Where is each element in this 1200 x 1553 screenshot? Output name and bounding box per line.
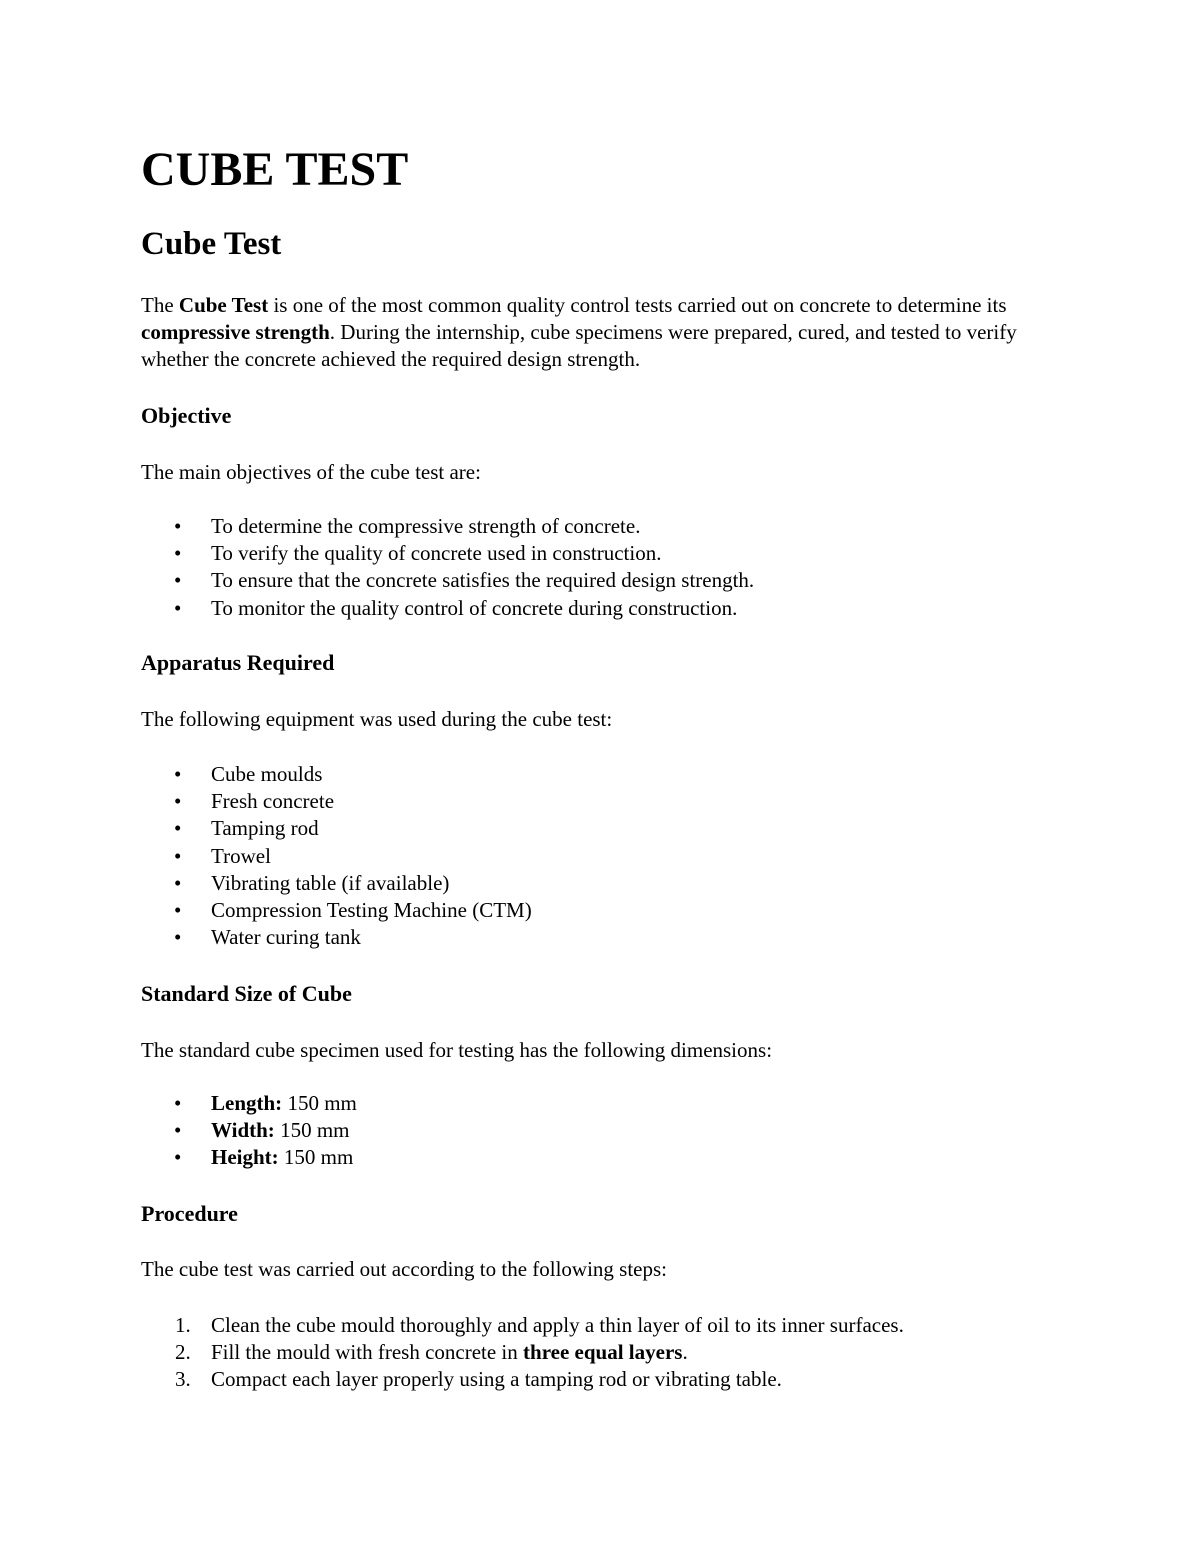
list-item [141,843,532,870]
list-item [141,788,532,815]
intro-bold-compressive-strength: compressive strength [141,320,330,344]
list-item-text: To determine the compressive strength of concrete. [211,514,641,538]
intro-text-2: is one of the most common quality control tests carried out on concrete to determine its [268,293,1007,317]
step-text: Fill the mould with fresh concrete in [211,1340,524,1365]
list-item [141,1117,357,1144]
step-text-after: . [682,1340,688,1365]
objective-list [141,513,754,622]
intro-bold-cube-test: Cube Test [178,293,269,317]
list-item-text: Fresh concrete [211,789,335,814]
step-number: 2. [175,1340,191,1365]
intro-text-3: . During the internship, cube specimens were prepared, cured, and tested to verify whether the concrete achieved the required design strength. [141,320,1017,371]
bullet-icon: • [174,762,182,786]
list-item-text: To monitor the quality control of concrete during construction. [211,595,738,620]
document-title: CUBE TEST [141,143,409,196]
list-item-text: Water curing tank [211,925,361,950]
dimension-label-length: Length: [211,1091,283,1115]
step-bold-text: three equal layers [523,1340,683,1365]
list-item [141,1339,904,1366]
intro-paragraph [141,292,1021,373]
step-text: Compact each layer properly using a tamping rod or vibrating table. [211,1367,782,1392]
step-text: Clean the cube mould thoroughly and apply a thin layer of oil to its inner surfaces. [211,1313,904,1337]
list-item [141,1090,357,1117]
list-item [141,513,754,540]
list-item-text: Cube moulds [211,762,323,786]
procedure-heading: Procedure [141,1201,238,1226]
apparatus-lead: The following equipment was used during the cube test: [141,707,613,731]
objective-lead: The main objectives of the cube test are: [141,460,481,484]
list-item [141,870,532,897]
dimension-value-height: 150 mm [278,1145,354,1170]
procedure-list [141,1312,904,1394]
dimension-label-width: Width: [211,1118,275,1143]
list-item [141,595,754,622]
apparatus-heading: Apparatus Required [141,650,335,675]
bullet-icon: • [174,568,182,593]
bullet-icon: • [174,816,182,841]
bullet-icon: • [174,789,182,814]
apparatus-list [141,761,532,951]
list-item-text: Trowel [211,843,271,868]
list-item [141,567,754,594]
list-item-text: Tamping rod [211,816,319,841]
bullet-icon: • [174,1145,182,1170]
list-item [141,815,532,842]
list-item [141,1144,357,1171]
bullet-icon: • [174,870,182,895]
bullet-icon: • [174,925,182,950]
size-lead: The standard cube specimen used for testing has the following dimensions: [141,1038,773,1062]
bullet-icon: • [174,1091,182,1115]
dimension-value-length: 150 mm [282,1091,357,1115]
list-item-text: Vibrating table (if available) [211,870,450,895]
bullet-icon: • [174,843,182,868]
bullet-icon: • [174,595,182,620]
list-item [141,1312,904,1339]
list-item-text: Compression Testing Machine (CTM) [211,898,532,923]
list-item [141,897,532,924]
dimension-label-height: Height: [211,1145,279,1170]
size-heading: Standard Size of Cube [141,981,352,1006]
list-item-text: To verify the quality of concrete used in construction. [211,541,662,566]
bullet-icon: • [174,898,182,923]
step-number: 1. [175,1313,191,1337]
list-item [141,1366,904,1393]
intro-text-1: The [141,293,179,317]
bullet-icon: • [174,514,182,538]
list-item-text: To ensure that the concrete satisfies the required design strength. [211,568,755,593]
bullet-icon: • [174,1118,182,1143]
list-item [141,540,754,567]
bullet-icon: • [174,541,182,566]
list-item [141,924,532,951]
dimension-value-width: 150 mm [274,1118,350,1143]
step-number: 3. [175,1367,191,1392]
procedure-lead: The cube test was carried out according to the following steps: [141,1257,668,1281]
size-list [141,1090,357,1172]
list-item [141,761,532,788]
objective-heading: Objective [141,403,232,428]
section-title-cube-test: Cube Test [141,226,282,262]
